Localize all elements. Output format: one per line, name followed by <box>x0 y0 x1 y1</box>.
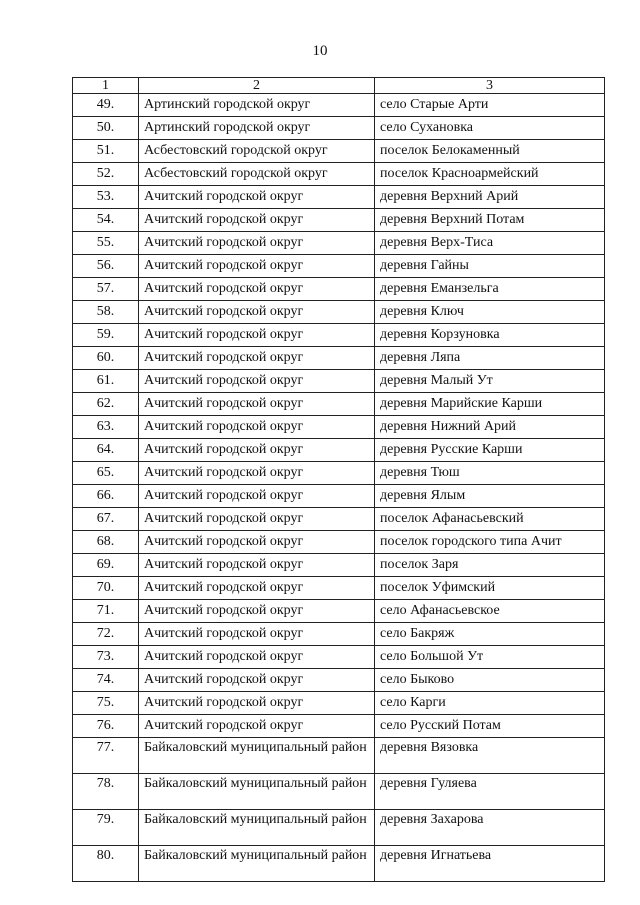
settlement-cell: поселок Уфимский <box>375 577 605 600</box>
settlement-cell: поселок Афанасьевский <box>375 508 605 531</box>
table-row <box>73 140 605 163</box>
district-cell: Артинский городской округ <box>139 117 375 140</box>
settlement-cell: село Сухановка <box>375 117 605 140</box>
settlement-cell: деревня Нижний Арий <box>375 416 605 439</box>
table-row <box>73 846 605 882</box>
table-row <box>73 209 605 232</box>
row-number: 52. <box>73 163 139 186</box>
row-number: 54. <box>73 209 139 232</box>
table-row <box>73 623 605 646</box>
row-number: 67. <box>73 508 139 531</box>
row-number: 74. <box>73 669 139 692</box>
table-row <box>73 692 605 715</box>
settlement-cell: деревня Корзуновка <box>375 324 605 347</box>
table-row <box>73 393 605 416</box>
row-number: 71. <box>73 600 139 623</box>
settlement-cell: деревня Гайны <box>375 255 605 278</box>
table-row <box>73 669 605 692</box>
district-cell: Ачитский городской округ <box>139 531 375 554</box>
table-row <box>73 278 605 301</box>
settlement-cell: поселок Красноармейский <box>375 163 605 186</box>
table-header-row <box>73 78 605 94</box>
settlement-cell: село Афанасьевское <box>375 600 605 623</box>
district-cell: Асбестовский городской округ <box>139 163 375 186</box>
row-number: 72. <box>73 623 139 646</box>
table-row <box>73 646 605 669</box>
table-row <box>73 186 605 209</box>
row-number: 64. <box>73 439 139 462</box>
district-cell: Ачитский городской округ <box>139 508 375 531</box>
row-number: 76. <box>73 715 139 738</box>
table-row <box>73 485 605 508</box>
district-cell: Ачитский городской округ <box>139 554 375 577</box>
settlement-cell: поселок Заря <box>375 554 605 577</box>
row-number: 70. <box>73 577 139 600</box>
district-cell: Ачитский городской округ <box>139 600 375 623</box>
row-number: 68. <box>73 531 139 554</box>
table-row <box>73 416 605 439</box>
district-cell: Ачитский городской округ <box>139 416 375 439</box>
district-cell: Асбестовский городской округ <box>139 140 375 163</box>
row-number: 77. <box>73 738 139 774</box>
settlement-cell: деревня Верхний Потам <box>375 209 605 232</box>
row-number: 65. <box>73 462 139 485</box>
row-number: 53. <box>73 186 139 209</box>
table-row <box>73 255 605 278</box>
district-cell: Ачитский городской округ <box>139 347 375 370</box>
district-cell: Ачитский городской округ <box>139 232 375 255</box>
row-number: 57. <box>73 278 139 301</box>
table-row <box>73 554 605 577</box>
settlement-cell: поселок Белокаменный <box>375 140 605 163</box>
settlement-cell: деревня Ялым <box>375 485 605 508</box>
district-cell: Байкаловский муниципальный район <box>139 774 375 810</box>
table-row <box>73 439 605 462</box>
settlement-cell: деревня Еманзельга <box>375 278 605 301</box>
row-number: 56. <box>73 255 139 278</box>
column-header-district: 2 <box>139 78 375 94</box>
page-number: 10 <box>312 43 328 59</box>
district-cell: Артинский городской округ <box>139 94 375 117</box>
settlement-cell: село Быково <box>375 669 605 692</box>
district-cell: Ачитский городской округ <box>139 278 375 301</box>
settlement-cell: деревня Ключ <box>375 301 605 324</box>
row-number: 55. <box>73 232 139 255</box>
district-cell: Байкаловский муниципальный район <box>139 810 375 846</box>
district-cell: Ачитский городской округ <box>139 577 375 600</box>
row-number: 79. <box>73 810 139 846</box>
district-cell: Ачитский городской округ <box>139 209 375 232</box>
row-number: 58. <box>73 301 139 324</box>
district-cell: Ачитский городской округ <box>139 393 375 416</box>
table-row <box>73 324 605 347</box>
district-cell: Ачитский городской округ <box>139 485 375 508</box>
table-row <box>73 301 605 324</box>
row-number: 60. <box>73 347 139 370</box>
district-cell: Ачитский городской округ <box>139 692 375 715</box>
district-cell: Ачитский городской округ <box>139 255 375 278</box>
row-number: 75. <box>73 692 139 715</box>
table-row <box>73 600 605 623</box>
table-row <box>73 774 605 810</box>
row-number: 61. <box>73 370 139 393</box>
settlement-cell: деревня Тюш <box>375 462 605 485</box>
table-row <box>73 531 605 554</box>
table-row <box>73 163 605 186</box>
settlement-cell: деревня Вязовка <box>375 738 605 774</box>
settlement-cell: деревня Гуляева <box>375 774 605 810</box>
district-cell: Ачитский городской округ <box>139 646 375 669</box>
settlement-cell: село Карги <box>375 692 605 715</box>
column-header-number: 1 <box>73 78 139 94</box>
district-cell: Ачитский городской округ <box>139 462 375 485</box>
row-number: 62. <box>73 393 139 416</box>
settlement-cell: село Старые Арти <box>375 94 605 117</box>
table-row <box>73 508 605 531</box>
settlement-cell: деревня Русские Карши <box>375 439 605 462</box>
table-row <box>73 94 605 117</box>
district-cell: Ачитский городской округ <box>139 324 375 347</box>
settlement-cell: деревня Игнатьева <box>375 846 605 882</box>
settlement-cell: село Бакряж <box>375 623 605 646</box>
district-cell: Байкаловский муниципальный район <box>139 738 375 774</box>
settlement-cell: деревня Захарова <box>375 810 605 846</box>
district-cell: Байкаловский муниципальный район <box>139 846 375 882</box>
row-number: 50. <box>73 117 139 140</box>
settlement-cell: село Русский Потам <box>375 715 605 738</box>
table-row <box>73 117 605 140</box>
table-row <box>73 347 605 370</box>
row-number: 49. <box>73 94 139 117</box>
district-cell: Ачитский городской округ <box>139 370 375 393</box>
settlement-cell: поселок городского типа Ачит <box>375 531 605 554</box>
table-row <box>73 810 605 846</box>
settlement-cell: деревня Малый Ут <box>375 370 605 393</box>
table-row <box>73 462 605 485</box>
settlement-cell: деревня Верх-Тиса <box>375 232 605 255</box>
table-row <box>73 370 605 393</box>
district-cell: Ачитский городской округ <box>139 186 375 209</box>
table-body <box>73 94 605 882</box>
column-header-settlement: 3 <box>375 78 605 94</box>
table-row <box>73 738 605 774</box>
settlement-cell: деревня Ляпа <box>375 347 605 370</box>
row-number: 80. <box>73 846 139 882</box>
row-number: 63. <box>73 416 139 439</box>
district-cell: Ачитский городской округ <box>139 439 375 462</box>
row-number: 78. <box>73 774 139 810</box>
district-cell: Ачитский городской округ <box>139 715 375 738</box>
row-number: 69. <box>73 554 139 577</box>
row-number: 66. <box>73 485 139 508</box>
settlements-table <box>72 77 605 882</box>
row-number: 51. <box>73 140 139 163</box>
district-cell: Ачитский городской округ <box>139 623 375 646</box>
district-cell: Ачитский городской округ <box>139 301 375 324</box>
district-cell: Ачитский городской округ <box>139 669 375 692</box>
row-number: 73. <box>73 646 139 669</box>
row-number: 59. <box>73 324 139 347</box>
settlement-cell: село Большой Ут <box>375 646 605 669</box>
table-row <box>73 577 605 600</box>
settlement-cell: деревня Марийские Карши <box>375 393 605 416</box>
table-row <box>73 232 605 255</box>
table-row <box>73 715 605 738</box>
settlement-cell: деревня Верхний Арий <box>375 186 605 209</box>
